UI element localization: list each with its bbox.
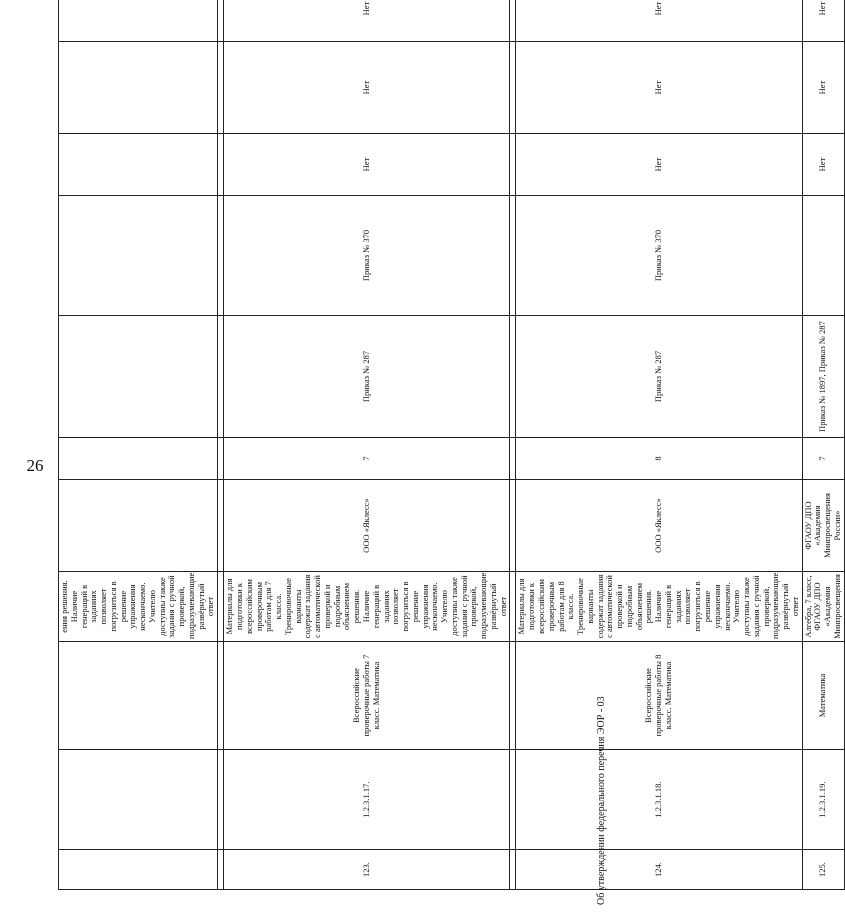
cell-num: 125. — [802, 850, 844, 890]
cell-empty — [59, 642, 218, 750]
table-row — [802, 0, 844, 890]
cell-grade: 7 — [802, 438, 844, 480]
cell-order2: Приказ № 370 — [516, 196, 802, 316]
cell-order1: Приказ № 287 — [224, 316, 510, 438]
table-row — [224, 0, 510, 890]
table-row — [516, 0, 802, 890]
cell-c2: Нет — [224, 42, 510, 134]
cell-empty — [59, 0, 218, 42]
cell-empty — [59, 316, 218, 438]
cell-name: Всероссийские проверочные работы 7 класс. Математика — [224, 642, 510, 750]
cell-description: Алгебра, 7 класс, ФГАОУ ДПО «Академия Минпросвещения — [802, 572, 844, 642]
cell-empty — [59, 850, 218, 890]
table-row — [59, 0, 218, 890]
cell-order1: Приказ № 287 — [516, 316, 802, 438]
cell-grade: 8 — [516, 438, 802, 480]
resources-table — [58, 0, 845, 890]
cell-empty — [59, 196, 218, 316]
cell-c1: Нет — [516, 134, 802, 196]
cell-description: Материалы для подготовки к всероссийским проверочным работам для 8 класса. Тренировочные варианты содержат задания с автоматической проверкой и подробным объяснением решения. Наличие генераций в заданиях позволяет погрузиться в решение упражнения нескончаемо. Учителю доступны также задания с ручной проверкой, подразумевающие развёрнутый ответ — [516, 572, 802, 642]
cell-c1: Нет — [224, 134, 510, 196]
cell-empty — [59, 750, 218, 850]
cell-org: ООО «Яклесс» — [224, 480, 510, 572]
page-number: 26 — [26, 456, 44, 475]
cell-code: 1.2.3.1.18. — [516, 750, 802, 850]
cell-order1: Приказ № 1897, Приказ № 287 — [802, 316, 844, 438]
cell-description: Материалы для подготовки к всероссийским проверочным работам для 7 класса. Тренировочные варианты содержат задания с автоматической проверкой и подробным объяснением решения. Наличие генераций в заданиях позволяет погрузиться в решение упражнения нескончаемо. Учителю доступны также задания с ручной проверкой, подразумевающие развёрнутый ответ — [224, 572, 510, 642]
cell-code: 1.2.3.1.19. — [802, 750, 844, 850]
cell-description: ения решения. Наличие генераций в заданиях позволяет погрузиться в решение упражнения нескончаемо. Учителю доступны также задания с ручной проверкой, подразумевающие развёрнутый ответ — [59, 572, 218, 642]
cell-empty — [59, 134, 218, 196]
cell-org: ООО «Яклесс» — [516, 480, 802, 572]
cell-num: 124. — [516, 850, 802, 890]
cell-code: 1.2.3.1.17. — [224, 750, 510, 850]
cell-c3: Нет — [224, 0, 510, 42]
cell-c3: Нет — [802, 0, 844, 42]
footer-note: Об утверждении федерального перечня ЭОР - 03 — [596, 696, 607, 905]
cell-order2 — [802, 196, 844, 316]
cell-order2: Приказ № 370 — [224, 196, 510, 316]
cell-c2: Нет — [516, 42, 802, 134]
cell-name: Математика — [802, 642, 844, 750]
cell-grade: 7 — [224, 438, 510, 480]
cell-empty — [59, 438, 218, 480]
cell-num: 123. — [224, 850, 510, 890]
cell-name: Всероссийские проверочные работы 8 класс. Математика — [516, 642, 802, 750]
cell-empty — [59, 42, 218, 134]
cell-org: ФГАОУ ДПО «Академия Минпросвещения России» — [802, 480, 844, 572]
cell-empty — [59, 480, 218, 572]
cell-c2: Нет — [802, 42, 844, 134]
cell-c1: Нет — [802, 134, 844, 196]
cell-c3: Нет — [516, 0, 802, 42]
